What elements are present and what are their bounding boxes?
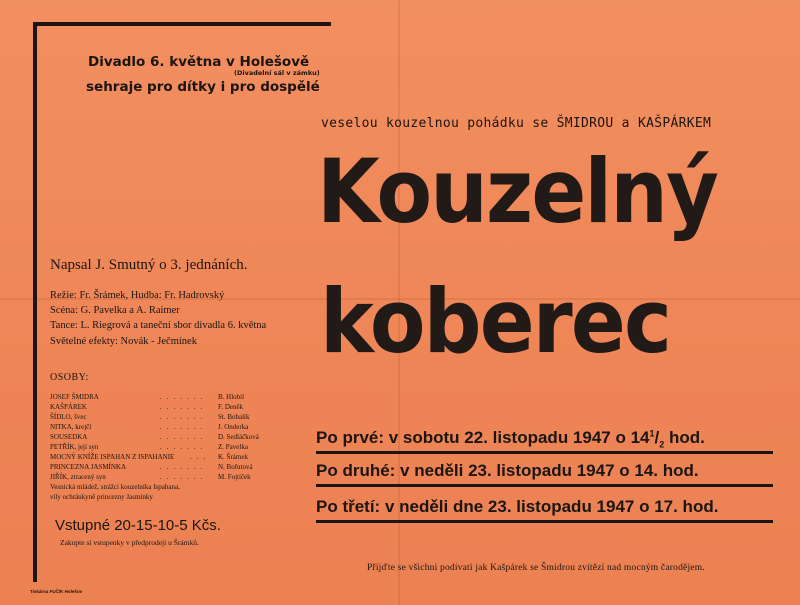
cast-role: SOUSEDKA — [50, 433, 88, 441]
title-line-2: koberec — [320, 270, 671, 373]
leader-dots: ....... — [160, 393, 208, 401]
cast-role: NITKA, krejčí — [50, 423, 92, 431]
presale-note: Zakupte si vstupenky v předprodeji u Šrámků. — [60, 538, 199, 547]
show-date-1-text: Po prvé: v sobotu 22. listopadu 1947 o 14 — [316, 428, 650, 447]
show-date-2: Po druhé: v neděli 23. listopadu 1947 o 14. hod. — [316, 461, 699, 480]
cast-actor: D. Sedláčková — [218, 433, 259, 441]
footer-invitation: Přijďte se všichni podívati jak Kašpárek se Šmidrou zvítězí nad mocným čarodějem. — [367, 563, 705, 573]
leader-dots: ... — [190, 453, 211, 461]
leader-dots: ....... — [160, 413, 208, 421]
cast-role: ŠÍDLO, švec — [50, 413, 87, 421]
cast-role: PRINCEZNA JASMÍNKA — [50, 463, 127, 471]
cast-actor: K. Šrámek — [218, 453, 248, 461]
cast-actor: J. Onderka — [218, 423, 249, 431]
cast-actor: B. Hlobil — [218, 393, 245, 401]
venue-note: (Divadelní sál v zámku) — [234, 69, 320, 77]
cast-role: JOSEF ŠMIDRA — [50, 393, 99, 401]
title-line-1: Kouzelný — [317, 140, 718, 243]
cast-actor: St. Bobalík — [218, 413, 250, 421]
cast-actor: N. Bořutová — [218, 463, 253, 471]
leader-dots: ....... — [160, 433, 208, 441]
cast-heading: OSOBY: — [50, 372, 89, 383]
fraction-numerator: 1 — [649, 428, 655, 439]
cast-actor: M. Fojtíček — [218, 473, 251, 481]
cast-actor: Z. Pavelka — [218, 443, 248, 451]
leader-dots: ....... — [160, 423, 208, 431]
printer-imprint: Tiskárna FUČÍK Holešov — [30, 589, 83, 594]
leader-dots: ....... — [160, 443, 208, 451]
audience-line: sehraje pro dítky i pro dospělé — [86, 79, 320, 95]
show-date-1: Po prvé: v sobotu 22. listopadu 1947 o $14^1/_2$ hod. — [316, 428, 705, 450]
credit-direction: Režie: Fr. Šrámek, Hudba: Fr. Hadrovský — [50, 290, 225, 301]
divider-rule — [316, 484, 773, 487]
cast-role: MOCNÝ KNÍŽE ISPAHAN Z ISPAHANIE — [50, 453, 175, 461]
cast-role: KAŠPÁREK — [50, 403, 87, 411]
divider-rule — [316, 520, 773, 523]
play-subtitle: veselou kouzelnou pohádku se ŠMIDROU a KAŠPÁRKEM — [321, 116, 712, 131]
credit-lighting: Světelné efekty: Novák - Ječmínek — [50, 336, 197, 347]
show-date-3: Po třetí: v neděli dne 23. listopadu 1947 o 17. hod. — [316, 497, 719, 516]
show-date-1-suffix: hod. — [664, 428, 705, 447]
author-line: Napsal J. Smutný o 3. jednáních. — [50, 257, 248, 273]
divider-rule — [316, 451, 773, 454]
cast-role: PETŘÍK, její syn — [50, 443, 99, 451]
fraction-denominator: 2 — [659, 439, 665, 450]
credit-dance: Tance: L. Riegrová a taneční sbor divadla 6. května — [50, 320, 267, 331]
cast-actor: F. Deněk — [218, 403, 244, 411]
cast-extra-line: víly ochránkyně princezny Jasmínky — [50, 493, 153, 501]
leader-dots: ....... — [160, 403, 208, 411]
cast-role: JIŘÍK, ztracený syn — [50, 473, 106, 481]
credit-scenery: Scéna: G. Pavelka a A. Raimer — [50, 305, 180, 316]
leader-dots: ....... — [160, 463, 208, 471]
leader-dots: ....... — [160, 473, 208, 481]
cast-extra-line: Vesnická mládež, strážci kouzelníka Ispahana, — [50, 483, 180, 491]
theatre-name: Divadlo 6. května v Holešově — [88, 54, 310, 70]
admission-price: Vstupné 20-15-10-5 Kčs. — [55, 517, 221, 534]
